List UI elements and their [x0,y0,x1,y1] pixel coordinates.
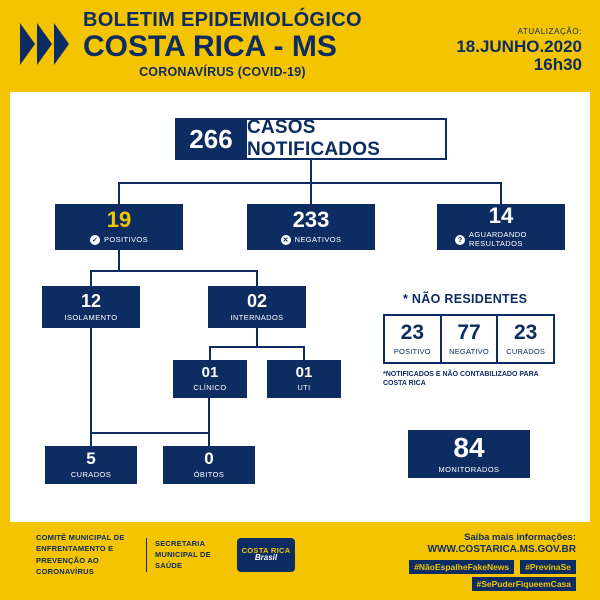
table-cell-negative [440,316,497,362]
city-logo [237,538,295,572]
table-cell-recovered [496,316,553,362]
non-residents-negative-label: NEGATIVO [449,347,489,356]
question-icon: ? [455,235,465,245]
update-date: 18.JUNHO.2020 [456,37,582,57]
footer-website-link[interactable]: WWW.COSTARICA.MS.GOV.BR [427,544,576,555]
connector-vertical [500,182,502,204]
hashtag-previnase[interactable]: #PrevinaSe [520,560,576,574]
hashtag-row-2 [409,577,576,591]
connector-vertical [303,346,305,360]
non-residents-recovered-value: 23 [514,321,538,344]
table-cell-positive [385,316,440,362]
update-label: ATUALIZAÇÃO: [517,27,582,36]
update-time: 16h30 [533,55,582,75]
recovered-value: 5 [86,449,96,469]
negatives-value: 233 [292,207,330,232]
isolation-value: 12 [80,290,102,311]
page-title: BOLETIM EPIDEMIOLÓGICO [83,8,362,31]
icu-label: UTI [297,383,311,393]
connector-vertical [90,328,92,432]
icu-value: 01 [295,364,313,382]
awaiting-results-value: 14 [488,203,514,229]
chevron-right-icon [20,23,69,65]
deaths-box [163,446,255,484]
connector-vertical [310,160,312,182]
clinical-value: 01 [201,364,219,382]
hashtag-fiqueemcasa[interactable]: #SePuderFiqueemCasa [472,577,576,591]
hashtag-row-1 [409,560,576,574]
awaiting-results-label: AGUARDANDO RESULTADOS [469,230,527,248]
footer-orgs [36,532,295,577]
page-subtitle-virus: CORONAVÍRUS (COVID-19) [139,64,306,79]
diagram-canvas [10,92,590,522]
hospitalized-box [208,286,306,328]
isolation-box [42,286,140,328]
connector-vertical [90,432,92,446]
header-title-block [83,10,362,79]
negatives-box [247,204,375,250]
connector-vertical [90,270,92,286]
hospitalized-value: 02 [246,290,268,311]
recovered-label: CURADOS [70,470,112,480]
monitored-box [408,430,530,478]
notified-cases-value: 266 [175,118,247,160]
hospitalized-label: INTERNADOS [230,312,284,322]
clinical-label: CLÍNICO [193,383,227,393]
page-subtitle-city: COSTA RICA - MS [83,29,337,63]
connector-vertical [209,346,211,360]
x-icon: ✕ [281,235,291,245]
city-logo-line2: Brasil [254,553,278,563]
footer-saiba-label: Saiba mais informações: [464,532,576,543]
connector-horizontal [209,346,305,348]
isolation-label: ISOLAMENTO [64,312,118,322]
connector-vertical [208,398,210,432]
non-residents-positive-label: POSITIVO [393,347,431,356]
check-icon: ✓ [90,235,100,245]
connector-horizontal [90,432,210,434]
notified-cases-box [175,118,447,160]
deaths-value: 0 [204,449,214,469]
header-bar [0,0,600,88]
awaiting-results-box [437,204,565,250]
non-residents-recovered-label: CURADOS [506,347,546,356]
footer-org-committee: COMITÊ MUNICIPAL DE ENFRENTAMENTO E PREVENÇÃO AO CORONAVÍRUS [36,533,125,576]
notified-cases-label: CASOS NOTIFICADOS [247,118,447,160]
non-residents-negative-value: 77 [457,321,481,344]
icu-box [267,360,341,398]
connector-vertical [118,182,120,204]
update-info [456,28,582,74]
recovered-box [45,446,137,484]
connector-vertical [256,270,258,286]
positives-label: POSITIVOS [103,234,149,244]
clinical-box [173,360,247,398]
footer-info [409,532,576,591]
connector-vertical [310,182,312,204]
hashtag-fakenews[interactable]: #NãoEspalheFakeNews [409,560,514,574]
positives-box [55,204,183,250]
non-residents-note: *NOTIFICADOS E NÃO CONTABILIZADO PARA COSTA RICA [383,371,539,388]
connector-vertical [118,250,120,270]
connector-horizontal [90,270,258,272]
non-residents-table [383,314,555,364]
non-residents-title: * NÃO RESIDENTES [403,292,528,306]
city-logo-line1: COSTA RICA [241,545,291,555]
connector-vertical [256,328,258,346]
deaths-label: ÓBITOS [193,470,225,480]
footer-org-health: SECRETARIA MUNICIPAL DE SAÚDE [155,538,211,571]
non-residents-positive-value: 23 [400,321,425,344]
footer-divider [146,538,147,572]
negatives-label: NEGATIVOS [294,234,342,244]
footer-bar [0,522,600,600]
connector-vertical [208,432,210,446]
positives-value: 19 [106,207,132,232]
monitored-value: 84 [453,431,485,463]
monitored-label: MONITORADOS [438,464,500,474]
